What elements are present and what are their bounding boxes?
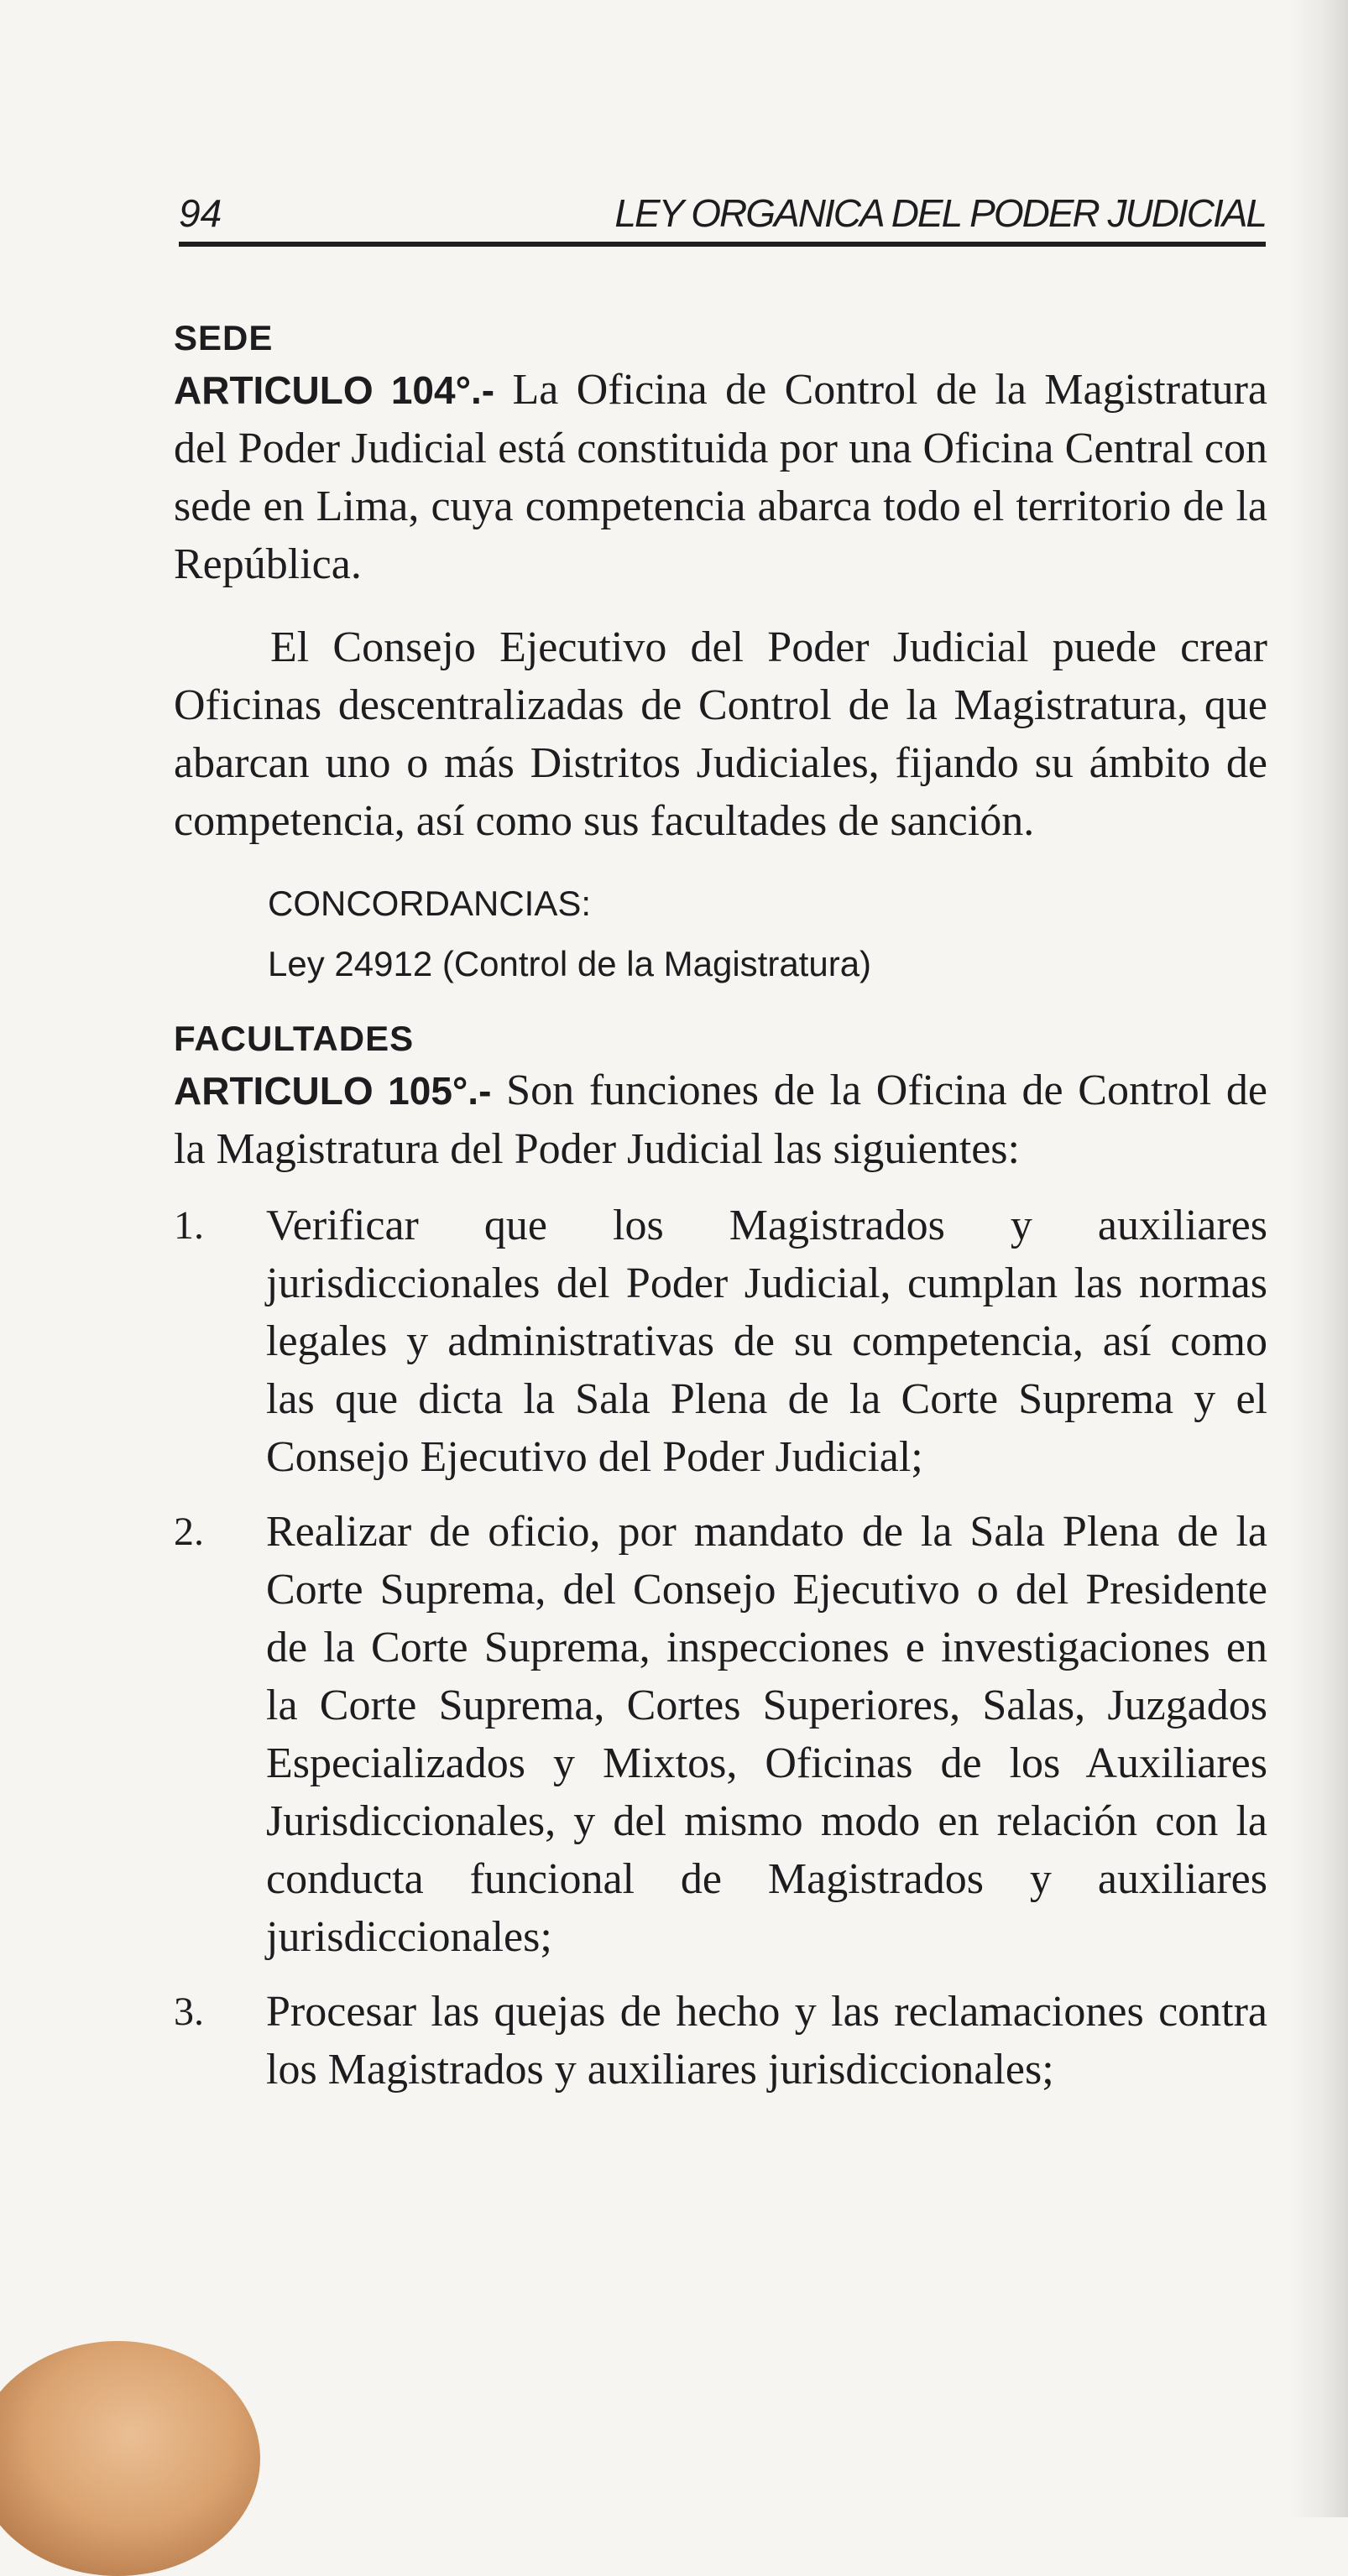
article-105-label: ARTICULO 105°.- bbox=[174, 1069, 492, 1113]
list-item-text: Verificar que los Magistrados y auxiliares jurisdiccionales del Poder Judicial, cumplan las normas legales y administrativas de su competencia, así como las que dicta la Sala Plena de la Corte Suprema y el Consejo Ejecutivo del Poder Judicial; bbox=[266, 1202, 1267, 1481]
list-item-number: 3. bbox=[174, 1989, 204, 2034]
functions-list bbox=[174, 1197, 1267, 2099]
concordancias-block bbox=[268, 877, 1267, 991]
page-number: 94 bbox=[179, 191, 222, 235]
article-104-label: ARTICULO 104°.- bbox=[174, 368, 495, 412]
list-item bbox=[174, 1503, 1267, 1966]
article-104-paragraph-2: El Consejo Ejecutivo del Poder Judicial puede crear Oficinas descentralizadas de Control de la Magistratura, que abarcan uno o más Distritos Judiciales, fijando su ámbito de competencia, así como sus facultades de sanción. bbox=[174, 623, 1267, 845]
header-rule bbox=[179, 242, 1266, 247]
section-heading-sede: SEDE bbox=[174, 318, 274, 357]
article-104 bbox=[174, 361, 1267, 593]
article-105-text: Son funciones de la Oficina de Control de la Magistratura del Poder Judicial las siguientes: bbox=[174, 1066, 1267, 1173]
page-edge-shadow bbox=[1289, 0, 1348, 2517]
concordancias-label: CONCORDANCIAS: bbox=[268, 884, 592, 923]
list-item bbox=[174, 1983, 1267, 2099]
section-heading-facultades: FACULTADES bbox=[174, 1019, 415, 1058]
list-item-text: Procesar las quejas de hecho y las reclamaciones contra los Magistrados y auxiliares jurisdiccionales; bbox=[266, 1988, 1267, 2094]
page-header bbox=[179, 188, 1266, 238]
page-content bbox=[174, 315, 1267, 2115]
list-item bbox=[174, 1197, 1267, 1486]
running-title: LEY ORGANICA DEL PODER JUDICIAL bbox=[614, 191, 1266, 235]
article-105 bbox=[174, 1061, 1267, 1178]
concordancias-reference: Ley 24912 (Control de la Magistratura) bbox=[268, 944, 872, 983]
thumb-photo-artifact bbox=[0, 2341, 260, 2576]
article-104-text: La Oficina de Control de la Magistratura del Poder Judicial está constituida por una Oficina Central con sede en Lima, cuya competencia abarca todo el territorio de la República. bbox=[174, 366, 1267, 588]
list-item-text: Realizar de oficio, por mandato de la Sala Plena de la Corte Suprema, del Consejo Ejecutivo o del Presidente de la Corte Suprema, inspecciones e investigaciones en la Corte Suprema, Cortes Superiores, Salas, Juzgados Especializados y Mixtos, Oficinas de los Auxiliares Jurisdiccionales, y del mismo modo en relación con la conducta funcional de Magistrados y auxiliares jurisdiccionales; bbox=[266, 1508, 1267, 1961]
list-item-number: 1. bbox=[174, 1203, 204, 1248]
list-item-number: 2. bbox=[174, 1510, 204, 1554]
